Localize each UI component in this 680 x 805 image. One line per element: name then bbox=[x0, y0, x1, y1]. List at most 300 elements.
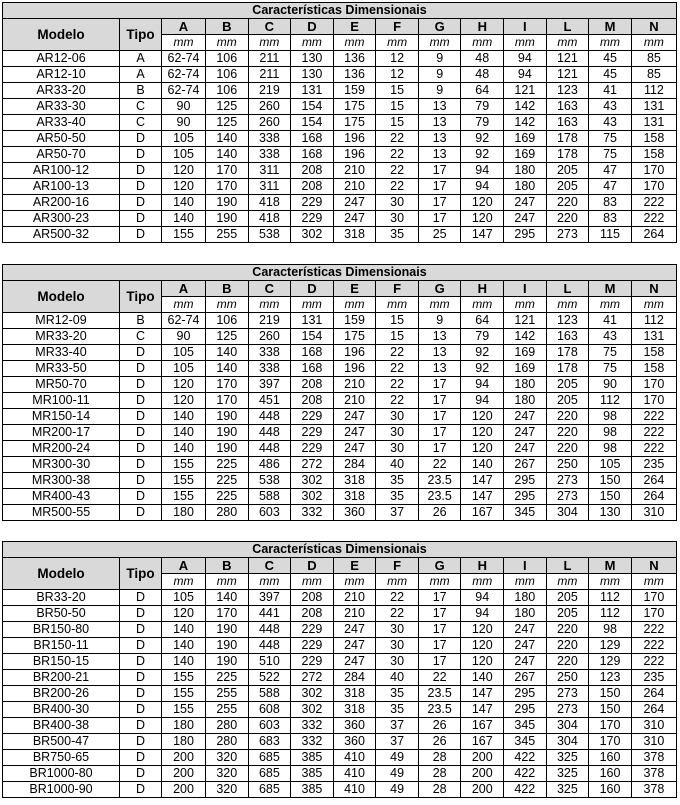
dimension-cell: 155 bbox=[162, 686, 206, 702]
dimension-cell: 448 bbox=[248, 638, 291, 654]
dimension-cell: 180 bbox=[162, 505, 206, 521]
dimension-cell: 229 bbox=[291, 409, 334, 425]
dimension-cell: 13 bbox=[418, 329, 461, 345]
table-row bbox=[3, 441, 677, 457]
dimension-cell: 247 bbox=[333, 638, 376, 654]
table-row bbox=[3, 83, 677, 99]
dimension-cell: 284 bbox=[333, 670, 376, 686]
dimension-cell: 140 bbox=[206, 590, 249, 606]
dimension-cell: 360 bbox=[333, 718, 376, 734]
dimension-cell: 43 bbox=[589, 329, 632, 345]
column-header-b: B bbox=[206, 558, 249, 574]
column-header-g: G bbox=[418, 281, 461, 297]
model-cell: MR150-14 bbox=[3, 409, 120, 425]
dimension-cell: 190 bbox=[206, 638, 249, 654]
dimension-cell: 154 bbox=[291, 99, 334, 115]
unit-label: mm bbox=[418, 35, 461, 51]
model-cell: BR150-11 bbox=[3, 638, 120, 654]
dimension-cell: 120 bbox=[461, 425, 504, 441]
dimension-cell: 140 bbox=[461, 457, 504, 473]
dimension-cell: 48 bbox=[461, 67, 504, 83]
dimension-cell: 302 bbox=[291, 489, 334, 505]
dimension-cell: 318 bbox=[333, 227, 376, 243]
dimension-cell: 23.5 bbox=[418, 686, 461, 702]
dimension-cell: 30 bbox=[376, 622, 419, 638]
dimension-cell: 125 bbox=[206, 115, 249, 131]
dimension-cell: 98 bbox=[589, 425, 632, 441]
dimension-cell: 325 bbox=[546, 750, 589, 766]
dimension-cell: 13 bbox=[418, 345, 461, 361]
dimension-cell: 22 bbox=[376, 393, 419, 409]
dimension-cell: 170 bbox=[631, 606, 676, 622]
column-header-a: A bbox=[162, 558, 206, 574]
dimension-cell: 90 bbox=[162, 329, 206, 345]
type-cell: D bbox=[120, 638, 162, 654]
dimension-cell: 147 bbox=[461, 702, 504, 718]
column-header-c: C bbox=[248, 19, 291, 35]
dimension-cell: 22 bbox=[376, 179, 419, 195]
type-cell: D bbox=[120, 766, 162, 782]
dimension-cell: 136 bbox=[333, 51, 376, 67]
dimension-cell: 318 bbox=[333, 686, 376, 702]
dimension-cell: 190 bbox=[206, 441, 249, 457]
dimension-cell: 247 bbox=[504, 638, 547, 654]
type-cell: D bbox=[120, 131, 162, 147]
model-cell: AR500-32 bbox=[3, 227, 120, 243]
dimension-cell: 140 bbox=[162, 441, 206, 457]
model-cell: BR1000-90 bbox=[3, 782, 120, 798]
dimension-cell: 45 bbox=[589, 67, 632, 83]
dimension-cell: 538 bbox=[248, 227, 291, 243]
dimension-cell: 13 bbox=[418, 131, 461, 147]
model-cell: AR200-16 bbox=[3, 195, 120, 211]
dimension-cell: 62-74 bbox=[162, 67, 206, 83]
dimension-cell: 94 bbox=[504, 67, 547, 83]
dimension-cell: 332 bbox=[291, 505, 334, 521]
dimension-cell: 22 bbox=[376, 377, 419, 393]
dimension-cell: 190 bbox=[206, 425, 249, 441]
column-header-i: I bbox=[504, 558, 547, 574]
column-header-i: I bbox=[504, 19, 547, 35]
dimension-cell: 105 bbox=[162, 345, 206, 361]
dimension-cell: 150 bbox=[589, 686, 632, 702]
dimension-cell: 603 bbox=[248, 718, 291, 734]
dimension-cell: 247 bbox=[333, 622, 376, 638]
dimension-cell: 310 bbox=[631, 734, 676, 750]
dimension-cell: 12 bbox=[376, 67, 419, 83]
dimension-cell: 302 bbox=[291, 702, 334, 718]
dimension-cell: 220 bbox=[546, 622, 589, 638]
dimension-cell: 120 bbox=[162, 606, 206, 622]
dimension-cell: 170 bbox=[631, 163, 676, 179]
dimension-cell: 28 bbox=[418, 782, 461, 798]
dimension-cell: 163 bbox=[546, 329, 589, 345]
dimension-cell: 295 bbox=[504, 702, 547, 718]
model-cell: MR33-40 bbox=[3, 345, 120, 361]
dimension-cell: 120 bbox=[162, 377, 206, 393]
dimension-cell: 112 bbox=[631, 313, 676, 329]
dimension-cell: 167 bbox=[461, 505, 504, 521]
dimension-cell: 98 bbox=[589, 409, 632, 425]
dimension-cell: 311 bbox=[248, 179, 291, 195]
dimension-cell: 9 bbox=[418, 83, 461, 99]
dimension-cell: 92 bbox=[461, 345, 504, 361]
dimension-cell: 225 bbox=[206, 670, 249, 686]
unit-label: mm bbox=[504, 35, 547, 51]
dimension-cell: 318 bbox=[333, 489, 376, 505]
mr-dimensions-table bbox=[2, 264, 677, 521]
table-row bbox=[3, 606, 677, 622]
dimension-cell: 422 bbox=[504, 766, 547, 782]
dimension-cell: 273 bbox=[546, 686, 589, 702]
unit-label: mm bbox=[248, 574, 291, 590]
dimension-cell: 196 bbox=[333, 361, 376, 377]
dimension-cell: 26 bbox=[418, 734, 461, 750]
dimension-cell: 222 bbox=[631, 654, 676, 670]
dimension-cell: 685 bbox=[248, 766, 291, 782]
table-row bbox=[3, 686, 677, 702]
dimension-cell: 247 bbox=[504, 211, 547, 227]
table-row bbox=[3, 473, 677, 489]
dimension-cell: 422 bbox=[504, 750, 547, 766]
column-header-b: B bbox=[206, 281, 249, 297]
dimension-cell: 154 bbox=[291, 115, 334, 131]
table-row bbox=[3, 654, 677, 670]
dimension-cell: 205 bbox=[546, 606, 589, 622]
model-cell: BR150-80 bbox=[3, 622, 120, 638]
unit-label: mm bbox=[162, 574, 206, 590]
dimension-cell: 295 bbox=[504, 489, 547, 505]
dimension-cell: 106 bbox=[206, 83, 249, 99]
dimension-cell: 180 bbox=[504, 590, 547, 606]
dimension-cell: 208 bbox=[291, 163, 334, 179]
dimension-cell: 273 bbox=[546, 702, 589, 718]
dimension-cell: 62-74 bbox=[162, 313, 206, 329]
type-cell: B bbox=[120, 83, 162, 99]
dimension-cell: 75 bbox=[589, 345, 632, 361]
model-cell: MR500-55 bbox=[3, 505, 120, 521]
dimension-cell: 123 bbox=[546, 313, 589, 329]
dimension-cell: 320 bbox=[206, 750, 249, 766]
dimension-cell: 273 bbox=[546, 227, 589, 243]
unit-label: mm bbox=[291, 35, 334, 51]
unit-label: mm bbox=[631, 574, 676, 590]
type-cell: D bbox=[120, 489, 162, 505]
dimension-cell: 169 bbox=[504, 147, 547, 163]
dimension-cell: 147 bbox=[461, 489, 504, 505]
dimension-cell: 180 bbox=[504, 377, 547, 393]
dimension-cell: 48 bbox=[461, 51, 504, 67]
dimension-cell: 280 bbox=[206, 718, 249, 734]
dimension-cell: 211 bbox=[248, 67, 291, 83]
model-cell: MR100-11 bbox=[3, 393, 120, 409]
dimension-cell: 229 bbox=[291, 622, 334, 638]
dimension-cell: 250 bbox=[546, 457, 589, 473]
dimension-cell: 9 bbox=[418, 313, 461, 329]
dimension-cell: 17 bbox=[418, 195, 461, 211]
dimension-cell: 43 bbox=[589, 99, 632, 115]
dimension-cell: 125 bbox=[206, 329, 249, 345]
dimension-cell: 47 bbox=[589, 163, 632, 179]
dimension-cell: 136 bbox=[333, 67, 376, 83]
dimension-cell: 75 bbox=[589, 131, 632, 147]
dimension-cell: 247 bbox=[504, 622, 547, 638]
dimension-cell: 23.5 bbox=[418, 473, 461, 489]
dimension-cell: 247 bbox=[504, 195, 547, 211]
dimension-cell: 90 bbox=[589, 377, 632, 393]
dimension-cell: 131 bbox=[291, 313, 334, 329]
dimension-cell: 22 bbox=[418, 670, 461, 686]
dimension-cell: 112 bbox=[589, 606, 632, 622]
column-header-d: D bbox=[291, 281, 334, 297]
dimension-cell: 22 bbox=[376, 147, 419, 163]
dimension-cell: 94 bbox=[461, 179, 504, 195]
dimension-cell: 170 bbox=[631, 590, 676, 606]
dimension-cell: 120 bbox=[162, 163, 206, 179]
dimension-cell: 170 bbox=[589, 734, 632, 750]
column-header-d: D bbox=[291, 19, 334, 35]
dimension-cell: 325 bbox=[546, 782, 589, 798]
dimension-cell: 28 bbox=[418, 750, 461, 766]
dimension-cell: 9 bbox=[418, 67, 461, 83]
dimension-cell: 205 bbox=[546, 163, 589, 179]
dimension-cell: 522 bbox=[248, 670, 291, 686]
model-cell: BR150-15 bbox=[3, 654, 120, 670]
table-row bbox=[3, 99, 677, 115]
dimension-cell: 140 bbox=[162, 425, 206, 441]
dimension-cell: 196 bbox=[333, 131, 376, 147]
unit-label: mm bbox=[461, 35, 504, 51]
dimension-cell: 683 bbox=[248, 734, 291, 750]
dimension-cell: 360 bbox=[333, 734, 376, 750]
dimension-cell: 64 bbox=[461, 83, 504, 99]
dimension-cell: 22 bbox=[376, 606, 419, 622]
model-cell: MR300-38 bbox=[3, 473, 120, 489]
dimension-cell: 229 bbox=[291, 441, 334, 457]
dimension-cell: 140 bbox=[162, 211, 206, 227]
dimension-cell: 40 bbox=[376, 457, 419, 473]
dimension-cell: 302 bbox=[291, 686, 334, 702]
dimension-cell: 180 bbox=[504, 179, 547, 195]
dimension-cell: 140 bbox=[206, 131, 249, 147]
dimension-cell: 196 bbox=[333, 345, 376, 361]
model-cell: AR12-06 bbox=[3, 51, 120, 67]
dimension-cell: 220 bbox=[546, 195, 589, 211]
dimension-cell: 131 bbox=[631, 329, 676, 345]
dimension-cell: 332 bbox=[291, 734, 334, 750]
type-cell: D bbox=[120, 179, 162, 195]
dimension-cell: 17 bbox=[418, 179, 461, 195]
model-cell: BR400-30 bbox=[3, 702, 120, 718]
dimension-cell: 105 bbox=[162, 361, 206, 377]
dimension-cell: 158 bbox=[631, 131, 676, 147]
dimension-cell: 385 bbox=[291, 782, 334, 798]
dimension-cell: 15 bbox=[376, 313, 419, 329]
dimension-cell: 338 bbox=[248, 147, 291, 163]
column-header-c: C bbox=[248, 281, 291, 297]
dimension-cell: 35 bbox=[376, 686, 419, 702]
dimension-cell: 210 bbox=[333, 590, 376, 606]
column-header-e: E bbox=[333, 558, 376, 574]
dimension-cell: 180 bbox=[504, 393, 547, 409]
table-row bbox=[3, 702, 677, 718]
dimension-cell: 112 bbox=[631, 83, 676, 99]
column-header-d: D bbox=[291, 558, 334, 574]
dimension-cell: 17 bbox=[418, 441, 461, 457]
dimension-cell: 35 bbox=[376, 489, 419, 505]
type-cell: D bbox=[120, 590, 162, 606]
column-header-m: M bbox=[589, 19, 632, 35]
dimension-cell: 147 bbox=[461, 473, 504, 489]
dimension-cell: 397 bbox=[248, 590, 291, 606]
table-title: Características Dimensionais bbox=[3, 542, 677, 558]
model-cell: AR100-12 bbox=[3, 163, 120, 179]
dimension-cell: 22 bbox=[376, 163, 419, 179]
dimension-cell: 170 bbox=[631, 393, 676, 409]
dimension-cell: 90 bbox=[162, 115, 206, 131]
type-cell: D bbox=[120, 377, 162, 393]
model-cell: AR100-13 bbox=[3, 179, 120, 195]
br-dimensions-block bbox=[2, 541, 677, 798]
dimension-cell: 588 bbox=[248, 686, 291, 702]
dimension-cell: 200 bbox=[461, 766, 504, 782]
dimension-cell: 451 bbox=[248, 393, 291, 409]
dimension-cell: 247 bbox=[333, 654, 376, 670]
column-header-c: C bbox=[248, 558, 291, 574]
type-cell: D bbox=[120, 361, 162, 377]
dimension-cell: 273 bbox=[546, 473, 589, 489]
dimension-cell: 229 bbox=[291, 425, 334, 441]
dimension-cell: 155 bbox=[162, 473, 206, 489]
dimension-cell: 106 bbox=[206, 313, 249, 329]
dimension-cell: 98 bbox=[589, 622, 632, 638]
dimension-cell: 120 bbox=[461, 654, 504, 670]
dimension-cell: 190 bbox=[206, 654, 249, 670]
unit-label: mm bbox=[162, 35, 206, 51]
column-header-e: E bbox=[333, 281, 376, 297]
dimension-cell: 200 bbox=[162, 750, 206, 766]
dimension-cell: 155 bbox=[162, 670, 206, 686]
column-header-modelo: Modelo bbox=[3, 281, 120, 313]
unit-label: mm bbox=[461, 574, 504, 590]
model-cell: AR12-10 bbox=[3, 67, 120, 83]
dimension-cell: 190 bbox=[206, 622, 249, 638]
dimension-cell: 25 bbox=[418, 227, 461, 243]
table-row bbox=[3, 622, 677, 638]
model-cell: MR200-24 bbox=[3, 441, 120, 457]
type-cell: D bbox=[120, 702, 162, 718]
dimension-cell: 200 bbox=[162, 782, 206, 798]
dimension-cell: 131 bbox=[291, 83, 334, 99]
dimension-cell: 142 bbox=[504, 99, 547, 115]
unit-label: mm bbox=[162, 297, 206, 313]
dimension-cell: 155 bbox=[162, 457, 206, 473]
dimension-cell: 83 bbox=[589, 195, 632, 211]
dimension-cell: 45 bbox=[589, 51, 632, 67]
column-header-g: G bbox=[418, 558, 461, 574]
dimension-cell: 170 bbox=[631, 179, 676, 195]
column-header-l: L bbox=[546, 281, 589, 297]
dimension-cell: 311 bbox=[248, 163, 291, 179]
dimension-cell: 75 bbox=[589, 147, 632, 163]
dimension-cell: 40 bbox=[376, 670, 419, 686]
dimension-cell: 28 bbox=[418, 766, 461, 782]
column-header-tipo: Tipo bbox=[120, 19, 162, 51]
model-cell: AR33-20 bbox=[3, 83, 120, 99]
column-header-h: H bbox=[461, 281, 504, 297]
dimension-cell: 23.5 bbox=[418, 489, 461, 505]
dimension-cell: 205 bbox=[546, 377, 589, 393]
dimension-cell: 302 bbox=[291, 473, 334, 489]
dimension-cell: 169 bbox=[504, 131, 547, 147]
dimension-cell: 280 bbox=[206, 734, 249, 750]
dimension-cell: 250 bbox=[546, 670, 589, 686]
dimension-cell: 17 bbox=[418, 409, 461, 425]
dimension-cell: 267 bbox=[504, 670, 547, 686]
model-cell: MR200-17 bbox=[3, 425, 120, 441]
dimension-cell: 422 bbox=[504, 782, 547, 798]
dimension-cell: 105 bbox=[589, 457, 632, 473]
dimension-cell: 219 bbox=[248, 83, 291, 99]
dimension-cell: 685 bbox=[248, 782, 291, 798]
dimension-cell: 205 bbox=[546, 393, 589, 409]
dimension-cell: 168 bbox=[291, 131, 334, 147]
type-cell: D bbox=[120, 686, 162, 702]
dimension-cell: 235 bbox=[631, 670, 676, 686]
unit-label: mm bbox=[631, 297, 676, 313]
dimension-cell: 247 bbox=[504, 425, 547, 441]
table-row bbox=[3, 131, 677, 147]
dimension-cell: 397 bbox=[248, 377, 291, 393]
model-cell: BR1000-80 bbox=[3, 766, 120, 782]
dimension-cell: 410 bbox=[333, 750, 376, 766]
dimension-cell: 208 bbox=[291, 393, 334, 409]
column-header-f: F bbox=[376, 19, 419, 35]
dimension-cell: 85 bbox=[631, 67, 676, 83]
dimension-cell: 208 bbox=[291, 590, 334, 606]
dimension-cell: 210 bbox=[333, 163, 376, 179]
dimension-cell: 121 bbox=[504, 313, 547, 329]
unit-label: mm bbox=[248, 297, 291, 313]
dimension-cell: 131 bbox=[631, 99, 676, 115]
dimension-cell: 94 bbox=[461, 606, 504, 622]
dimension-cell: 92 bbox=[461, 131, 504, 147]
dimension-cell: 129 bbox=[589, 638, 632, 654]
model-cell: AR50-70 bbox=[3, 147, 120, 163]
dimension-cell: 310 bbox=[631, 505, 676, 521]
column-header-l: L bbox=[546, 19, 589, 35]
unit-label: mm bbox=[376, 297, 419, 313]
dimension-cell: 220 bbox=[546, 638, 589, 654]
unit-label: mm bbox=[546, 35, 589, 51]
table-row bbox=[3, 361, 677, 377]
dimension-cell: 210 bbox=[333, 377, 376, 393]
column-header-modelo: Modelo bbox=[3, 19, 120, 51]
dimension-cell: 338 bbox=[248, 131, 291, 147]
dimension-cell: 345 bbox=[504, 734, 547, 750]
dimension-cell: 175 bbox=[333, 99, 376, 115]
dimension-cell: 140 bbox=[206, 361, 249, 377]
unit-label: mm bbox=[333, 574, 376, 590]
dimension-cell: 267 bbox=[504, 457, 547, 473]
dimension-cell: 255 bbox=[206, 686, 249, 702]
mr-dimensions-block bbox=[2, 264, 677, 521]
type-cell: B bbox=[120, 313, 162, 329]
column-header-f: F bbox=[376, 281, 419, 297]
column-header-l: L bbox=[546, 558, 589, 574]
dimension-cell: 345 bbox=[504, 505, 547, 521]
dimension-cell: 140 bbox=[162, 195, 206, 211]
